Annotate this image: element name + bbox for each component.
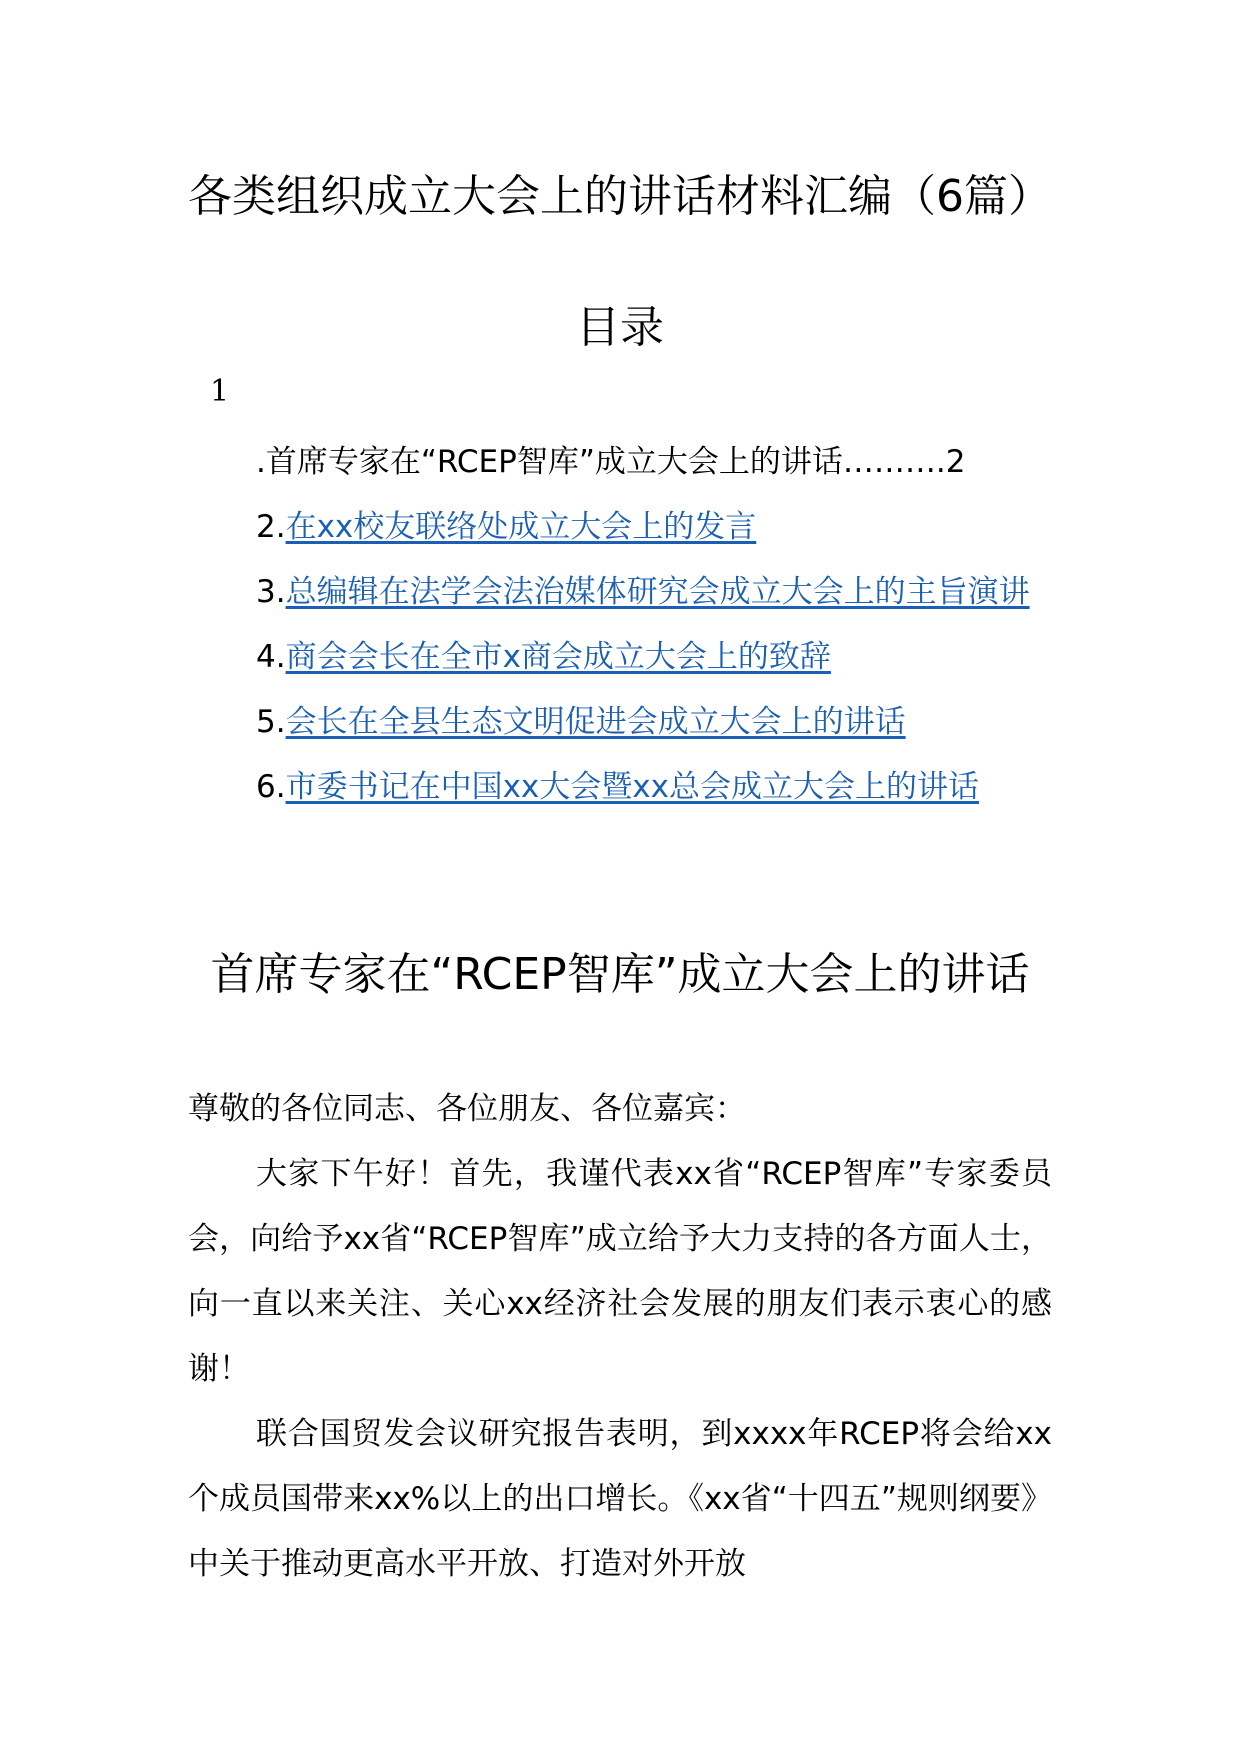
toc-link-2[interactable]: 在xx校友联络处成立大会上的发言	[285, 509, 757, 545]
paragraph-2: 联合国贸发会议研究报告表明，到xxxx年RCEP将会给xx个成员国带来xx%以上的出口增长。《xx省“十四五”规则纲要》中关于推动更高水平开放、打造对外开放	[188, 1416, 1052, 1582]
toc-link-3[interactable]: 总编辑在法学会法治媒体研究会成立大会上的主旨演讲	[285, 574, 1030, 610]
toc-item-1	[188, 430, 1052, 495]
toc-item-6-number: 6.	[256, 769, 286, 805]
paragraph-1: 大家下午好！首先，我谨代表xx省“RCEP智库”专家委员会，向给予xx省“RCEP智库”成立给予大力支持的各方面人士，向一直以来关注、关心xx经济社会发展的朋友们表示衷心的感谢！	[188, 1156, 1052, 1387]
toc-item-5	[188, 690, 1052, 755]
toc-item-4	[188, 625, 1052, 690]
toc-item-5-number: 5.	[256, 704, 286, 740]
toc-item-3-number: 3.	[256, 574, 286, 610]
toc-item-6	[188, 755, 1052, 820]
toc-link-5[interactable]: 会长在全县生态文明促进会成立大会上的讲话	[285, 704, 906, 740]
toc-item-2	[188, 495, 1052, 560]
toc-item-3	[188, 560, 1052, 625]
document-title: 各类组织成立大会上的讲话材料汇编（6篇）	[188, 171, 1052, 222]
table-of-contents	[188, 430, 1052, 820]
section-title: 首席专家在“RCEP智库”成立大会上的讲话	[210, 949, 1030, 1000]
speech-body	[188, 1077, 1052, 1597]
toc-item-1-text: .首席专家在“RCEP智库”成立大会上的讲话……….2	[256, 444, 966, 480]
toc-link-6[interactable]: 市委书记在中国xx大会暨xx总会成立大会上的讲话	[285, 769, 979, 805]
toc-item-2-number: 2.	[256, 509, 286, 545]
toc-heading: 目录	[576, 302, 664, 353]
toc-item-4-number: 4.	[256, 639, 286, 675]
salutation: 尊敬的各位同志、各位朋友、各位嘉宾：	[188, 1091, 746, 1127]
toc-stray-number: 1	[210, 374, 230, 409]
toc-link-4[interactable]: 商会会长在全市x商会成立大会上的致辞	[285, 639, 831, 675]
